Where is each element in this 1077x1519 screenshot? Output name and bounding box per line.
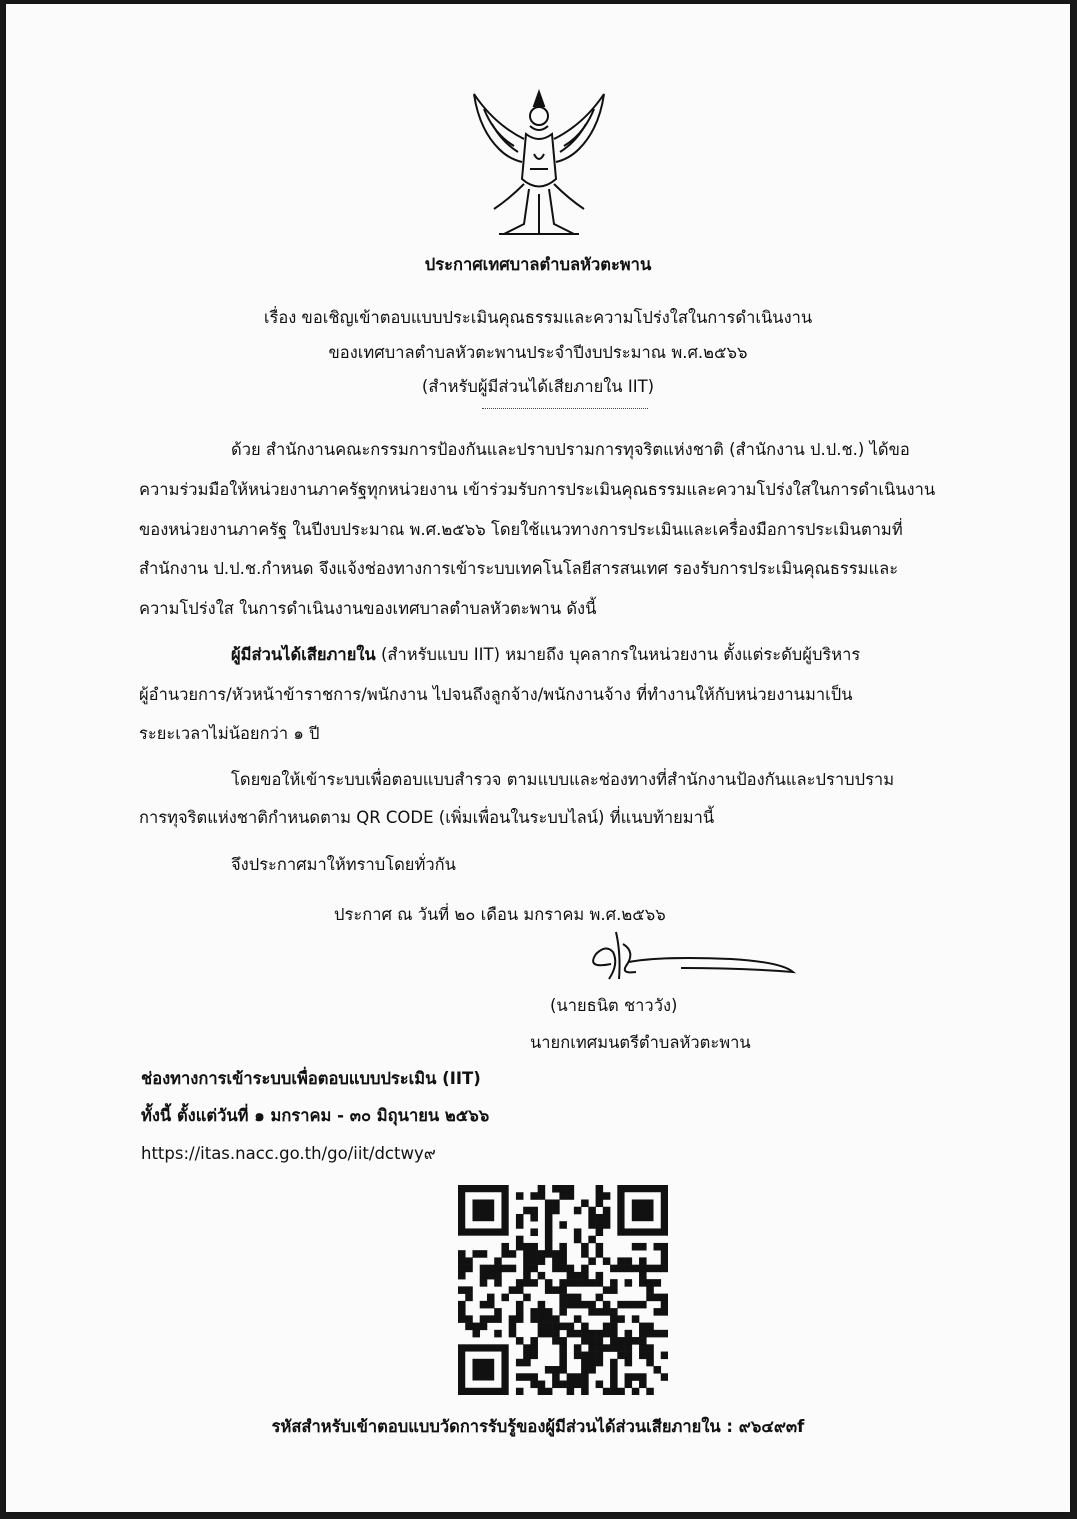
paragraph-3-line-2: การทุจริตแห่งชาติกำหนดตาม QR CODE (เพิ่มเพื่อนในระบบไลน์) ที่แนบท้ายมานี้ bbox=[139, 808, 715, 827]
subject-line-1: เรื่อง ขอเชิญเข้าตอบแบบประเมินคุณธรรมและความโปร่งใสในการดำเนินงาน bbox=[263, 308, 813, 327]
access-period: ทั้งนี้ ตั้งแต่วันที่ ๑ มกราคม - ๓๐ มิถุนายน ๒๕๖๖ bbox=[141, 1106, 490, 1125]
closing-statement: จึงประกาศมาให้ทราบโดยทั่วกัน bbox=[231, 855, 456, 874]
subject-line-2: ของเทศบาลตำบลหัวตะพานประจำปีงบประมาณ พ.ศ.๒๕๖๖ bbox=[328, 343, 748, 362]
garuda-emblem-icon bbox=[464, 84, 614, 244]
paragraph-1-line-2: ความร่วมมือให้หน่วยงานภาครัฐทุกหน่วยงาน เข้าร่วมรับการประเมินคุณธรรมและความโปร่งใสในการดำเนินงาน bbox=[139, 480, 936, 499]
access-heading: ช่องทางการเข้าระบบเพื่อตอบแบบประเมิน (IIT) bbox=[141, 1069, 481, 1088]
paragraph-2-line-3: ระยะเวลาไม่น้อยกว่า ๑ ปี bbox=[139, 724, 320, 743]
divider bbox=[482, 408, 648, 409]
announcement-date: ประกาศ ณ วันที่ ๒๐ เดือน มกราคม พ.ศ.๒๕๖๖ bbox=[334, 905, 666, 924]
signer-name: (นายธนิต ชาววัง) bbox=[550, 996, 678, 1015]
access-url[interactable]: https://itas.nacc.go.th/go/iit/dctwy๙ bbox=[141, 1144, 436, 1163]
document-page bbox=[6, 4, 1070, 1512]
signature-icon bbox=[581, 924, 801, 989]
paragraph-1-line-5: ความโปร่งใส ในการดำเนินงานของเทศบาลตำบลหัวตะพาน ดังนี้ bbox=[139, 599, 597, 618]
paragraph-2-line-1-text: (สำหรับแบบ IIT) หมายถึง บุคลากรในหน่วยงาน ตั้งแต่ระดับผู้บริหาร bbox=[375, 645, 861, 664]
signer-position: นายกเทศมนตรีตำบลหัวตะพาน bbox=[530, 1033, 751, 1052]
paragraph-1-line-1: ด้วย สำนักงานคณะกรรมการป้องกันและปราบปรามการทุจริตแห่งชาติ (สำนักงาน ป.ป.ช.) ได้ขอ bbox=[231, 440, 910, 459]
paragraph-1-line-4: สำนักงาน ป.ป.ช.กำหนด จึงแจ้งช่องทางการเข้าระบบเทคโนโลยีสารสนเทศ รองรับการประเมินคุณธรรมและ bbox=[139, 559, 899, 578]
respondent-code: รหัสสำหรับเข้าตอบแบบวัดการรับรู้ของผู้มีส่วนได้ส่วนเสียภายใน : ๙๖๔๙๓f bbox=[271, 1417, 805, 1436]
subject-line-3: (สำหรับผู้มีส่วนได้เสียภายใน IIT) bbox=[421, 377, 655, 396]
qr-code-icon[interactable] bbox=[458, 1185, 668, 1395]
paragraph-1-line-3: ของหน่วยงานภาครัฐ ในปีงบประมาณ พ.ศ.๒๕๖๖ โดยใช้แนวทางการประเมินและเครื่องมือการประเมินตามที่ bbox=[139, 520, 903, 539]
paragraph-2-line-2: ผู้อำนวยการ/หัวหน้าข้าราชการ/พนักงาน ไปจนถึงลูกจ้าง/พนักงานจ้าง ที่ทำงานให้กับหน่วยงานมาเป็น bbox=[139, 685, 853, 704]
announcement-title: ประกาศเทศบาลตำบลหัวตะพาน bbox=[424, 255, 652, 274]
paragraph-3-line-1: โดยขอให้เข้าระบบเพื่อตอบแบบสำรวจ ตามแบบและช่องทางที่สำนักงานป้องกันและปราบปราม bbox=[231, 770, 895, 789]
stakeholder-term: ผู้มีส่วนได้เสียภายใน bbox=[231, 645, 376, 664]
paragraph-2-line-1 bbox=[231, 642, 860, 668]
